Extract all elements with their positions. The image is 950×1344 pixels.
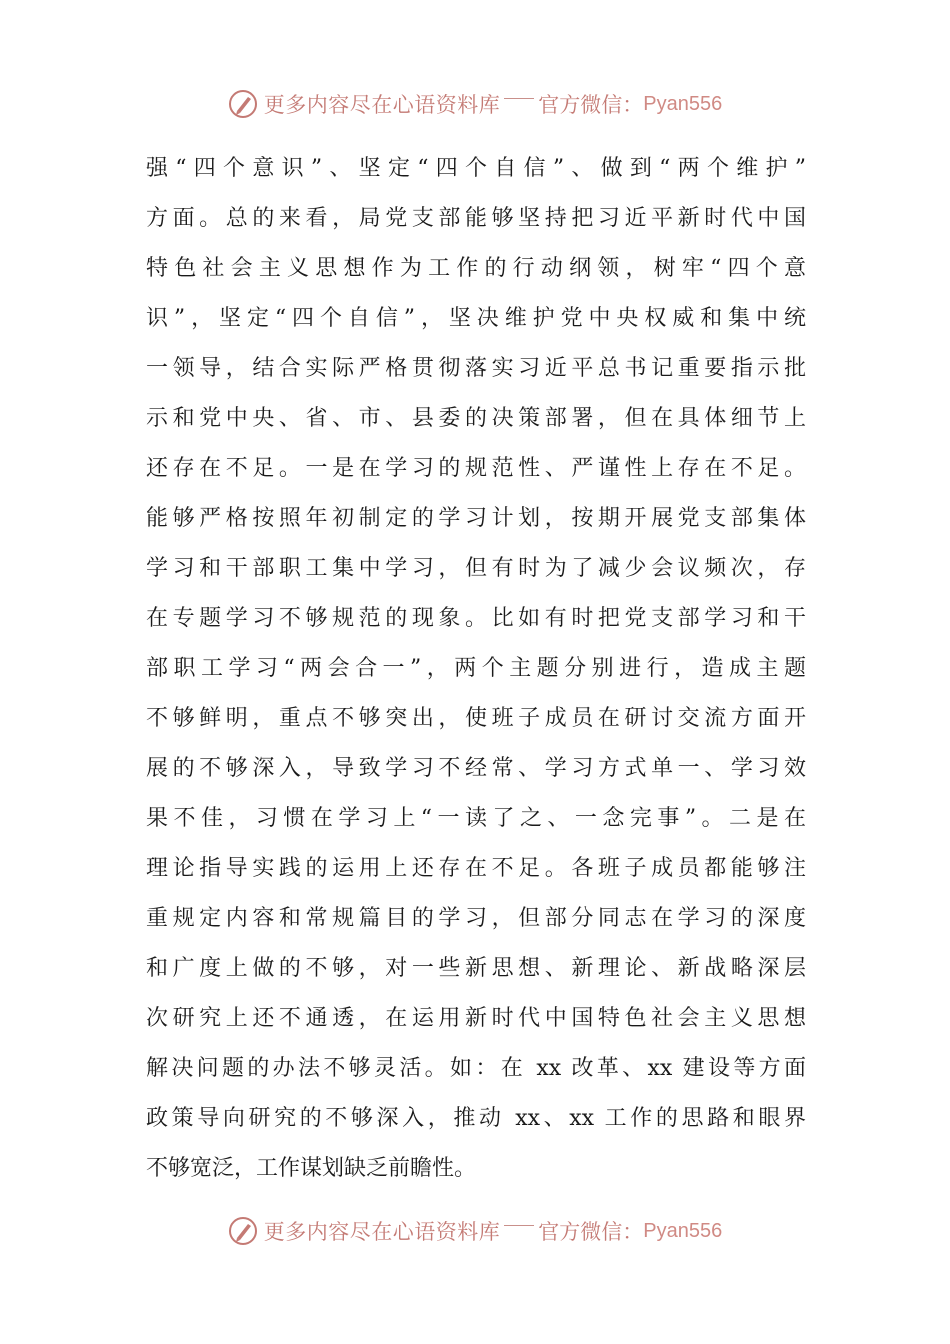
body-line: 解决问题的办法不够灵活。如：在 xx 改革、xx 建设等方面 [146,1056,806,1081]
header-banner-text: 更多内容尽在心语资料库 [263,93,501,117]
body-line: 能够严格按照年初制定的学习计划，按期开展党支部集体 [146,506,806,531]
footer-banner-dash [504,1225,534,1226]
body-line: 次研究上还不通透，在运用新时代中国特色社会主义思想 [146,1006,806,1031]
body-line: 重规定内容和常规篇目的学习，但部分同志在学习的深度 [146,906,806,931]
body-line: 还存在不足。一是在学习的规范性、严谨性上存在不足。 [146,456,806,481]
body-line: 方面。总的来看，局党支部能够坚持把习近平新时代中国 [146,206,806,231]
body-line: 部职工学习“两会合一”，两个主题分别进行，造成主题 [146,656,806,681]
footer-wechat-id: Pyan556 [643,1219,723,1242]
body-line: 理论指导实践的运用上还存在不足。各班子成员都能够注 [146,856,806,881]
header-wechat-label: 官方微信： [538,93,644,117]
body-line: 果不佳，习惯在学习上“一读了之、一念完事”。二是在 [146,806,806,831]
body-line: 不够鲜明，重点不够突出，使班子成员在研讨交流方面开 [146,706,806,731]
body-line: 识”，坚定“四个自信”，坚决维护党中央权威和集中统 [146,306,806,331]
body-line: 和广度上做的不够，对一些新思想、新理论、新战略深层 [146,956,806,981]
footer-banner [0,1211,950,1251]
body-line: 在专题学习不够规范的现象。比如有时把党支部学习和干 [146,606,806,631]
body-line: 学习和干部职工集中学习，但有时为了减少会议频次，存 [146,556,806,581]
body-line-last: 不够宽泛，工作谋划缺乏前瞻性。 [146,1156,477,1181]
body-line: 一领导，结合实际严格贯彻落实习近平总书记重要指示批 [146,356,806,381]
body-line: 展的不够深入，导致学习不经常、学习方式单一、学习效 [146,756,806,781]
body-line: 特色社会主义思想作为工作的行动纲领，树牢“四个意 [146,256,806,281]
header-wechat-id: Pyan556 [643,92,723,115]
body-line: 强“四个意识”、坚定“四个自信”、做到“两个维护” [146,156,806,181]
pen-logo-icon [228,1216,258,1246]
body-line: 政策导向研究的不够深入，推动 xx、xx 工作的思路和眼界 [146,1106,806,1131]
footer-banner-text: 更多内容尽在心语资料库 [263,1220,501,1244]
document-body [146,144,806,1194]
body-line: 示和党中央、省、市、县委的决策部署，但在具体细节上 [146,406,806,431]
header-banner-dash [504,98,534,99]
footer-wechat-label: 官方微信： [538,1220,644,1244]
pen-logo-icon [228,89,258,119]
header-banner [0,84,950,124]
